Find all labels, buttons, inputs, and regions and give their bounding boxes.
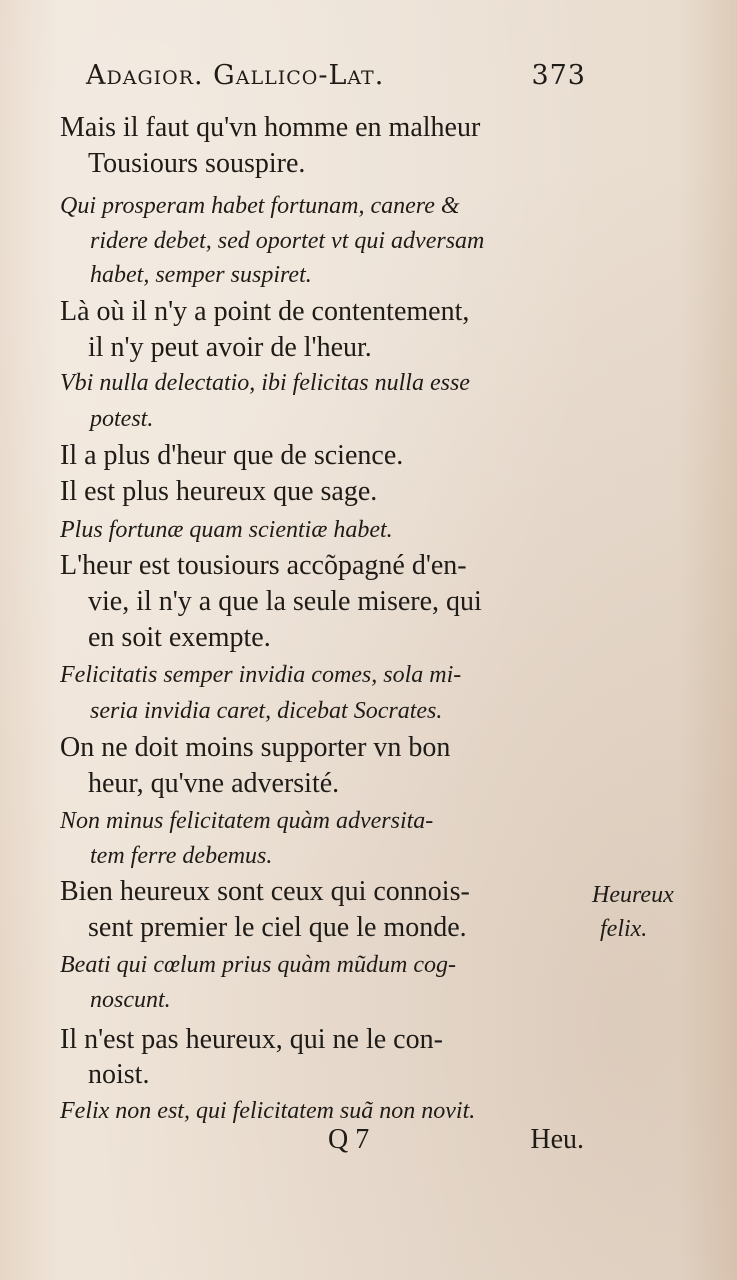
text-line-latin: Qui prosperam habet fortunam, canere &: [60, 193, 460, 219]
text-line-french: Il est plus heureux que sage.: [60, 476, 378, 507]
text-line-french: sent premier le ciel que le monde.: [88, 912, 467, 943]
running-title: Adagior. Gallico-Lat.: [86, 60, 385, 91]
text-line-french: Là où il n'y a point de contentement,: [60, 296, 470, 327]
text-line-latin: Plus fortunæ quam scientiæ habet.: [60, 517, 393, 543]
margin-note: felix.: [600, 916, 648, 942]
margin-note: Heureux: [592, 882, 674, 908]
text-line-french: Il n'est pas heureux, qui ne le con-: [60, 1024, 443, 1055]
text-line-french: heur, qu'vne adversité.: [88, 768, 340, 799]
text-line-latin: potest.: [90, 406, 154, 432]
text-line-french: Mais il faut qu'vn homme en malheur: [60, 112, 481, 143]
text-line-french: noist.: [88, 1059, 150, 1090]
text-line-latin: habet, semper suspiret.: [90, 262, 312, 288]
text-line-french: vie, il n'y a que la seule misere, qui: [88, 586, 482, 617]
text-line-latin: Non minus felicitatem quàm adversita-: [60, 808, 434, 834]
text-line-french: Il a plus d'heur que de science.: [60, 440, 404, 471]
text-line-french: en soit exempte.: [88, 622, 271, 653]
signature-mark: Q 7: [328, 1124, 370, 1155]
text-line-latin: Beati qui cœlum prius quàm mũdum cog-: [60, 952, 456, 978]
text-line-latin: Felix non est, qui felicitatem suã non novit.: [60, 1098, 476, 1124]
running-header: [86, 60, 586, 91]
text-line-french: On ne doit moins supporter vn bon: [60, 732, 451, 763]
text-line-french: Tousiours souspire.: [88, 148, 306, 179]
text-line-latin: noscunt.: [90, 987, 171, 1013]
text-line-latin: Felicitatis semper invidia comes, sola mi-: [60, 662, 462, 688]
catchword: Heu.: [530, 1124, 584, 1155]
text-line-latin: Vbi nulla delectatio, ibi felicitas nulla esse: [60, 370, 470, 396]
text-line-french: L'heur est tousiours accõpagné d'en-: [60, 550, 467, 581]
text-line-french: il n'y peut avoir de l'heur.: [88, 332, 372, 363]
text-line-latin: ridere debet, sed oportet vt qui adversam: [90, 228, 485, 254]
page-number: 373: [531, 60, 586, 91]
text-line-latin: seria invidia caret, dicebat Socrates.: [90, 698, 443, 724]
text-line-latin: tem ferre debemus.: [90, 843, 273, 869]
text-line-french: Bien heureux sont ceux qui connois-: [60, 876, 470, 907]
